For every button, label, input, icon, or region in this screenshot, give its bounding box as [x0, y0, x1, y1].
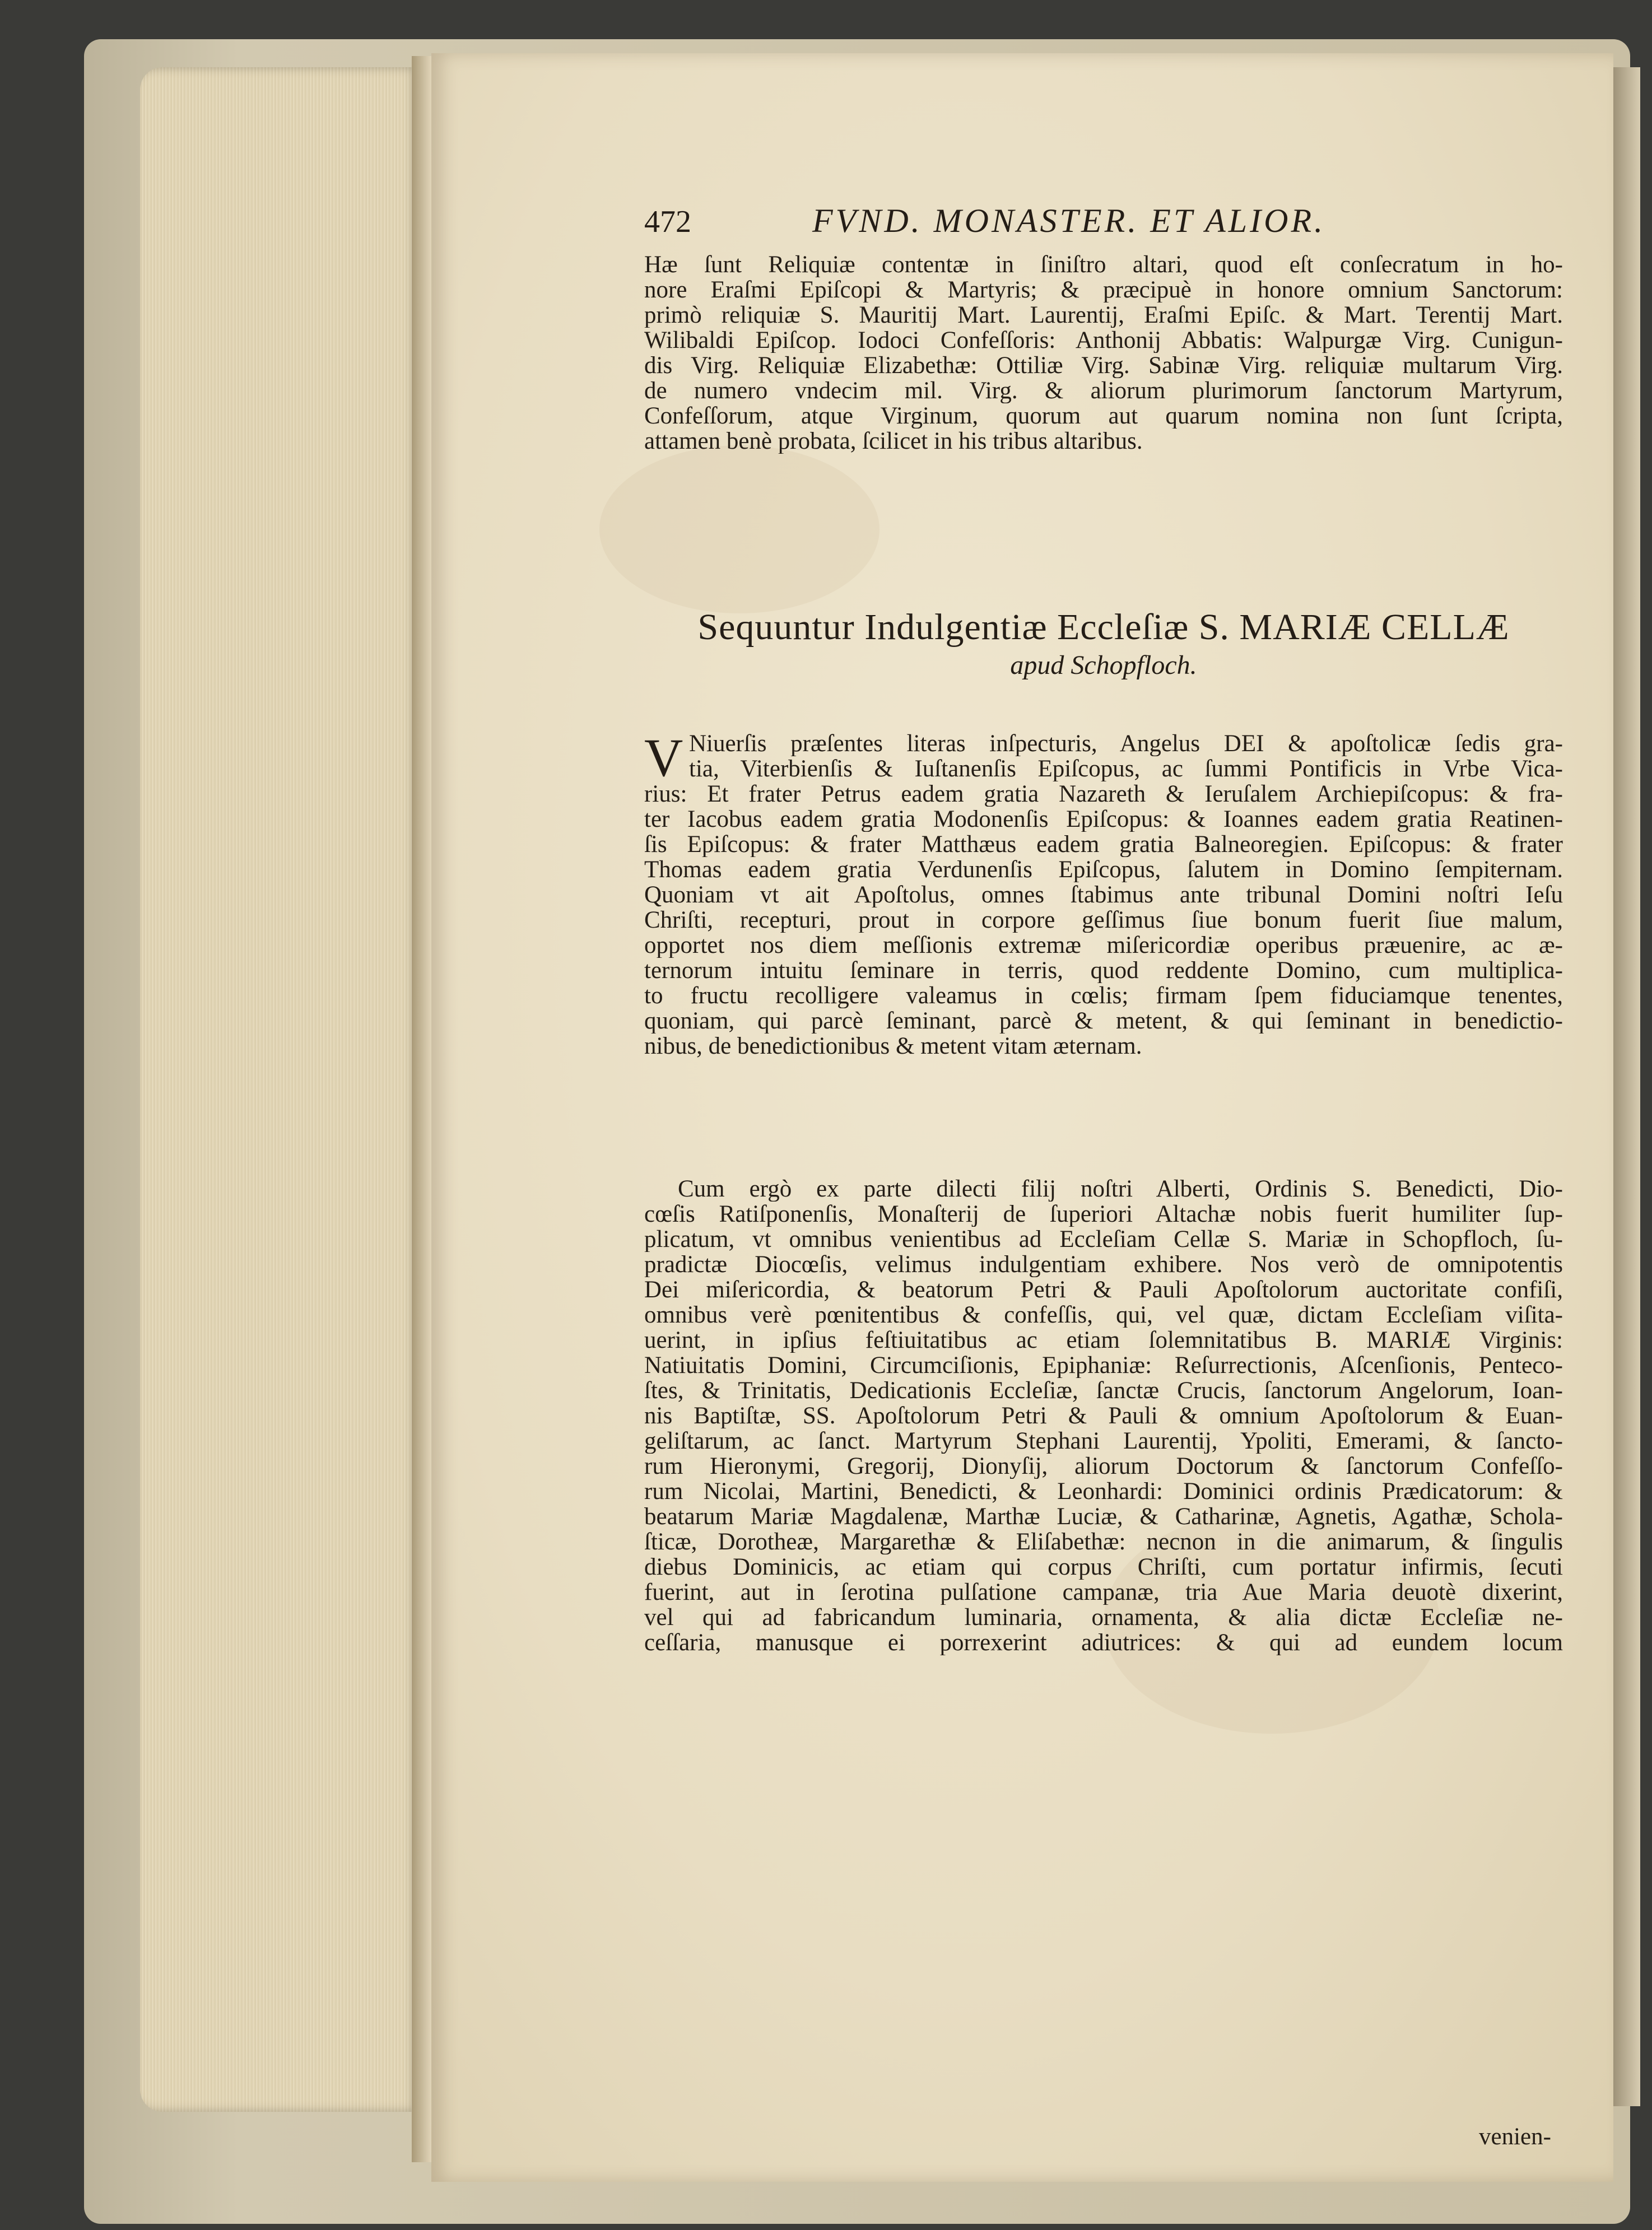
text-line: ſticæ, Dorotheæ, Margarethæ & Eliſabethæ: necnon in die animarum, & ſingulis [644, 1529, 1563, 1554]
text-line: ſtes, & Trinitatis, Dedicationis Eccleſiæ, ſanctæ Crucis, ſanctorum Angelorum, Ioan- [644, 1378, 1563, 1403]
text-line: fuerint, aut in ſerotina pulſatione campanæ, tria Aue Maria deuotè dixerint, [644, 1580, 1563, 1605]
text-line: ſis Epiſcopus: & frater Matthæus eadem gratia Balneoregien. Epiſcopus: & frater [644, 832, 1563, 857]
text-line: uerint, in ipſius feſtiuitatibus ac etiam ſolemnitatibus B. MARIÆ Virginis: [644, 1328, 1563, 1353]
text-line: nore Eraſmi Epiſcopi & Martyris; & præcipuè in honore omnium Sanctorum: [644, 277, 1563, 302]
text-line: Dei miſericordia, & beatorum Petri & Pauli Apoſtolorum auctoritate confiſi, [644, 1277, 1563, 1302]
running-title: FVND. MONASTER. ET ALIOR. [812, 202, 1326, 239]
text-line: dis Virg. Reliquiæ Elizabethæ: Ottiliæ Virg. Sabinæ Virg. reliquiæ multarum Virg. [644, 353, 1563, 378]
text-line: omnibus verè pœnitentibus & confeſſis, qui, vel quæ, dictam Eccleſiam viſita- [644, 1302, 1563, 1328]
text-line: geliſtarum, ac ſanct. Martyrum Stephani Laurentij, Ypoliti, Emerami, & ſancto- [644, 1428, 1563, 1454]
text-line: diebus Dominicis, ac etiam qui corpus Chriſti, cum portatur infirmis, ſecuti [644, 1554, 1563, 1580]
text-line: quoniam, qui parcè ſeminant, parcè & metent, & qui ſeminant in benedictio- [644, 1008, 1563, 1033]
catchword: venien- [1479, 2124, 1551, 2150]
text-line: ceſſaria, manusque ei porrexerint adiutrices: & qui ad eundem locum [644, 1630, 1563, 1655]
paragraph-relics [644, 252, 1563, 454]
paragraph-cum-ergo [644, 1176, 1563, 1655]
page-number: 472 [644, 204, 691, 239]
text-line: pradictæ Diocœſis, velimus indulgentiam exhibere. Nos verò de omnipotentis [644, 1252, 1563, 1277]
text-line: attamen benè probata, ſcilicet in his tribus altaribus. [644, 429, 1143, 454]
text-line: ter Iacobus eadem gratia Modonenſis Epiſcopus: & Ioannes eadem gratia Reatinen- [644, 807, 1563, 832]
heading-subtitle-text: apud Schopfloch. [1010, 650, 1197, 680]
paragraph-indulgence [644, 728, 1563, 1059]
text-line: rum Nicolai, Martini, Benedicti, & Leonhardi: Dominici ordinis Prædicatorum: & [644, 1479, 1563, 1504]
text-line: rius: Et frater Petrus eadem gratia Nazareth & Ieruſalem Archiepiſcopus: & fra- [644, 781, 1563, 807]
running-header [644, 202, 1563, 252]
paper-stain [599, 445, 879, 613]
text-line: to fructu recolligere valeamus in cœlis; firmam ſpem fiduciamque tenentes, [644, 983, 1563, 1008]
drop-cap: V [644, 728, 683, 788]
text-line: Cum ergò ex parte dilecti filij noſtri Alberti, Ordinis S. Benedicti, Dio- [678, 1176, 1563, 1202]
text-line: ternorum intuitu ſeminare in terris, quod reddente Domino, cum multiplica- [644, 958, 1563, 983]
next-page-edge [1613, 67, 1640, 2106]
text-line: tia, Viterbienſis & Iuſtanenſis Epiſcopus, ac ſummi Pontificis in Vrbe Vica- [689, 756, 1563, 781]
text-line: Wilibaldi Epiſcop. Iodoci Confeſſoris: Anthonij Abbatis: Walpurgæ Virg. Cunigun- [644, 328, 1563, 353]
text-line: rum Hieronymi, Gregorij, Dionyſij, aliorum Doctorum & ſanctorum Confeſſo- [644, 1454, 1563, 1479]
text-line: Niuerſis præſentes literas inſpecturis, Angelus DEI & apoſtolicæ ſedis gra- [689, 731, 1563, 756]
text-line: primò reliquiæ S. Mauritij Mart. Laurentij, Eraſmi Epiſc. & Mart. Terentij Mart. [644, 302, 1563, 328]
text-line: Quoniam vt ait Apoſtolus, omnes ſtabimus ante tribunal Domini noſtri Ieſu [644, 882, 1563, 907]
text-line: Confeſſorum, atque Virginum, quorum aut quarum nomina non ſunt ſcripta, [644, 403, 1563, 429]
text-line: Hæ ſunt Reliquiæ contentæ in ſiniſtro altari, quod eſt conſecratum in ho- [644, 252, 1563, 277]
heading-title: Sequuntur Indulgentiæ Eccleſiæ S. MARIÆ CELLÆ [697, 607, 1510, 648]
text-line: Chriſti, recepturi, prout in corpore geſſimus ſiue bonum fuerit ſiue malum, [644, 907, 1563, 933]
text-line: beatarum Mariæ Magdalenæ, Marthæ Luciæ, & Catharinæ, Agnetis, Agathæ, Schola- [644, 1504, 1563, 1529]
text-line: vel qui ad fabricandum luminaria, ornamenta, & alia dictæ Eccleſiæ ne- [644, 1605, 1563, 1630]
text-line: cœſis Ratiſponenſis, Monaſterij de ſuperiori Altachæ nobis fuerit humiliter ſup- [644, 1202, 1563, 1227]
text-line: nibus, de benedictionibus & metent vitam æternam. [644, 1033, 1142, 1059]
spine-gutter [412, 56, 434, 2162]
section-heading [644, 605, 1563, 681]
text-line: Natiuitatis Domini, Circumciſionis, Epiphaniæ: Reſurrectionis, Aſcenſionis, Penteco- [644, 1353, 1563, 1378]
text-line: plicatum, vt omnibus venientibus ad Eccleſiam Cellæ S. Mariæ in Schopfloch, ſu- [644, 1227, 1563, 1252]
page-edges [140, 67, 420, 2112]
heading-subtitle [644, 650, 1563, 681]
text-line: nis Baptiſtæ, SS. Apoſtolorum Petri & Pauli & omnium Apoſtolorum & Euan- [644, 1403, 1563, 1428]
text-line: de numero vndecim mil. Virg. & aliorum plurimorum ſanctorum Martyrum, [644, 378, 1563, 403]
text-line: Thomas eadem gratia Verdunenſis Epiſcopus, ſalutem in Domino ſempiternam. [644, 857, 1563, 882]
text-line: opportet nos diem meſſionis extremæ miſericordiæ operibus præuenire, ac æ- [644, 933, 1563, 958]
